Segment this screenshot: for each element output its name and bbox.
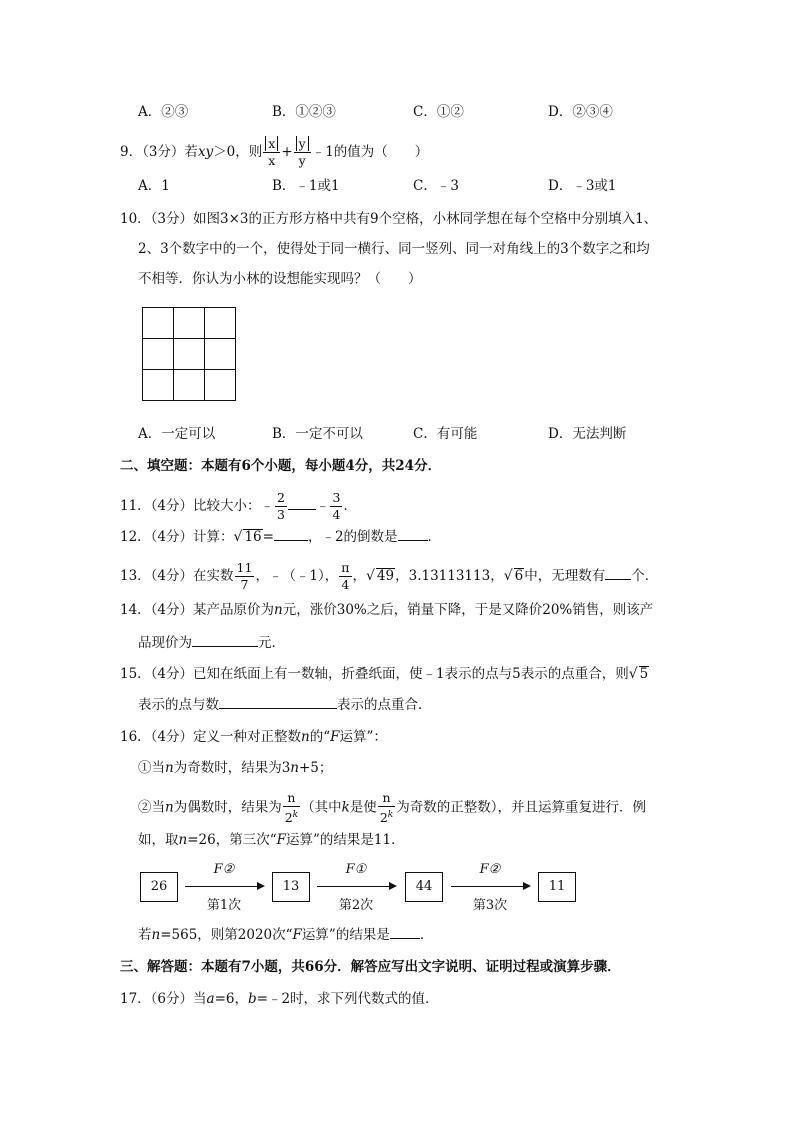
q10-option-a: A．一定可以 — [138, 426, 216, 442]
flow-arrow-2 — [317, 886, 395, 887]
question-15-line-2: 表示的点与数 表示的点重合． — [138, 697, 432, 713]
q10-option-d: D．无法判断 — [548, 426, 627, 442]
question-16-rule-1: ①当n为奇数时，结果为3n+5； — [138, 760, 333, 776]
answer-blank — [219, 696, 337, 709]
flow-arrow-1 — [185, 886, 263, 887]
grid-cell — [205, 308, 236, 339]
fraction-pi-4: $\frac{\pi}{4}$ — [341, 560, 350, 592]
flow-box-4: 11 — [538, 872, 576, 902]
flow-box-3: 44 — [405, 872, 443, 902]
flow-arrow-3-label: F② — [479, 862, 501, 877]
question-16-example: 如，取n=26，第三次“F运算”的结果是11． — [138, 832, 405, 848]
answer-blank — [192, 634, 258, 647]
q9-option-d: D．﹣3或1 — [548, 178, 617, 194]
flow-step-2-label: 第2次 — [338, 898, 374, 913]
answer-blank — [274, 528, 308, 541]
question-17: 17．（6分）当a=6，b=﹣2时，求下列代数式的值． — [120, 991, 439, 1007]
q8-option-a: A．②③ — [138, 104, 189, 120]
grid-cell — [143, 370, 174, 401]
grid-cell — [205, 339, 236, 370]
flow-arrow-2-label: F① — [345, 862, 367, 877]
question-13: 13．（4分）在实数 $\frac{11}{7}$ ，﹣（﹣1）， $\frac{\pi}{4}$ ，√ 49，3.13113113，√ 6中，无理数有 个． — [120, 560, 659, 592]
fraction-11-7: $\frac{11}{7}$ — [236, 560, 253, 592]
question-10-line-3: 不相等．你认为小林的设想能实现吗？（ ） — [138, 271, 422, 287]
sqrt-icon: √ — [628, 666, 638, 682]
sqrt-icon: √ — [503, 568, 513, 584]
fraction-abs-y: $\frac{y}{y}$ — [294, 136, 311, 169]
flow-step-1-label: 第1次 — [206, 898, 242, 913]
grid-cell — [143, 339, 174, 370]
q9-option-c: C．﹣3 — [413, 178, 459, 194]
flow-box-2: 13 — [272, 872, 310, 902]
q10-option-c: C．有可能 — [413, 426, 478, 442]
fraction-2-3: $\frac{2}{3}$ — [277, 490, 285, 522]
answer-blank — [398, 528, 428, 541]
grid-3x3 — [142, 307, 236, 401]
flow-arrow-1-label: F② — [213, 862, 235, 877]
q8-option-b: B．①②③ — [272, 104, 336, 120]
fraction-n-2k: $\frac{n}{2^k}$ — [379, 790, 394, 826]
flow-arrow-3 — [451, 886, 529, 887]
grid-cell — [143, 308, 174, 339]
question-12: 12．（4分）计算：√ 16= ，﹣2的倒数是 ． — [120, 529, 442, 545]
q10-option-b: B．一定不可以 — [272, 426, 363, 442]
question-14-line-2: 品现价为 元． — [138, 635, 285, 651]
sqrt-icon: √ — [233, 529, 243, 545]
question-15-line-1: 15．（4分）已知在纸面上有一数轴，折叠纸面，使﹣1表示的点与5表示的点重合，则√ 5 — [120, 666, 649, 682]
grid-cell — [174, 308, 205, 339]
question-9: 9．（3分）若xy＞0，则 $\frac{x}{x}$ + $\frac{y}{y}$ ﹣1的值为（ ） — [120, 136, 429, 168]
q9-option-b: B．﹣1或1 — [272, 178, 340, 194]
flow-box-1: 26 — [140, 872, 178, 902]
question-10-line-1: 10．（3分）如图3×3的正方形方格中共有9个空格，小林同学想在每个空格中分别填入1、 — [120, 211, 658, 227]
question-10-line-2: 2、3个数字中的一个，使得处于同一横行、同一竖列、同一对角线上的3个数字之和均 — [138, 241, 650, 257]
grid-cell — [174, 370, 205, 401]
question-16-rule-2: ②当n为偶数时，结果为 $\frac{n}{2^k}$ （其中k是使 $\frac{n}{2^k}$ 为奇数的正整数），并且运算重复进行．例 — [138, 790, 646, 826]
flow-step-3-label: 第3次 — [472, 898, 508, 913]
section-3-heading: 三、解答题：本题有7小题，共66分．解答应写出文字说明、证明过程或演算步骤． — [120, 959, 621, 975]
fraction-n-2k: $\frac{n}{2^k}$ — [284, 790, 299, 826]
section-2-heading: 二、填空题：本题有6个小题，每小题4分，共24分． — [120, 458, 442, 474]
sqrt-icon: √ — [366, 568, 375, 584]
q9-option-a: A．1 — [138, 178, 170, 194]
answer-blank — [605, 567, 631, 580]
question-16-final: 若n=565，则第2020次“F运算”的结果是 ． — [138, 927, 434, 943]
grid-cell — [174, 339, 205, 370]
fraction-abs-x: $\frac{x}{x}$ — [263, 136, 280, 169]
question-14-line-1: 14．（4分）某产品原价为n元，涨价30%之后，销量下降，于是又降价20%销售，则该产 — [120, 602, 654, 618]
question-16-line-1: 16．（4分）定义一种对正整数n的“F运算”： — [120, 729, 387, 745]
fraction-3-4: $\frac{3}{4}$ — [332, 490, 341, 522]
grid-cell — [205, 370, 236, 401]
answer-blank — [288, 497, 316, 510]
q8-option-d: D．②③④ — [548, 104, 613, 120]
answer-blank — [390, 926, 420, 939]
q8-option-c: C．①② — [413, 104, 464, 120]
question-11: 11．（4分）比较大小：﹣ $\frac{2}{3}$ ﹣ $\frac{3}{4}$ ． — [120, 490, 357, 522]
